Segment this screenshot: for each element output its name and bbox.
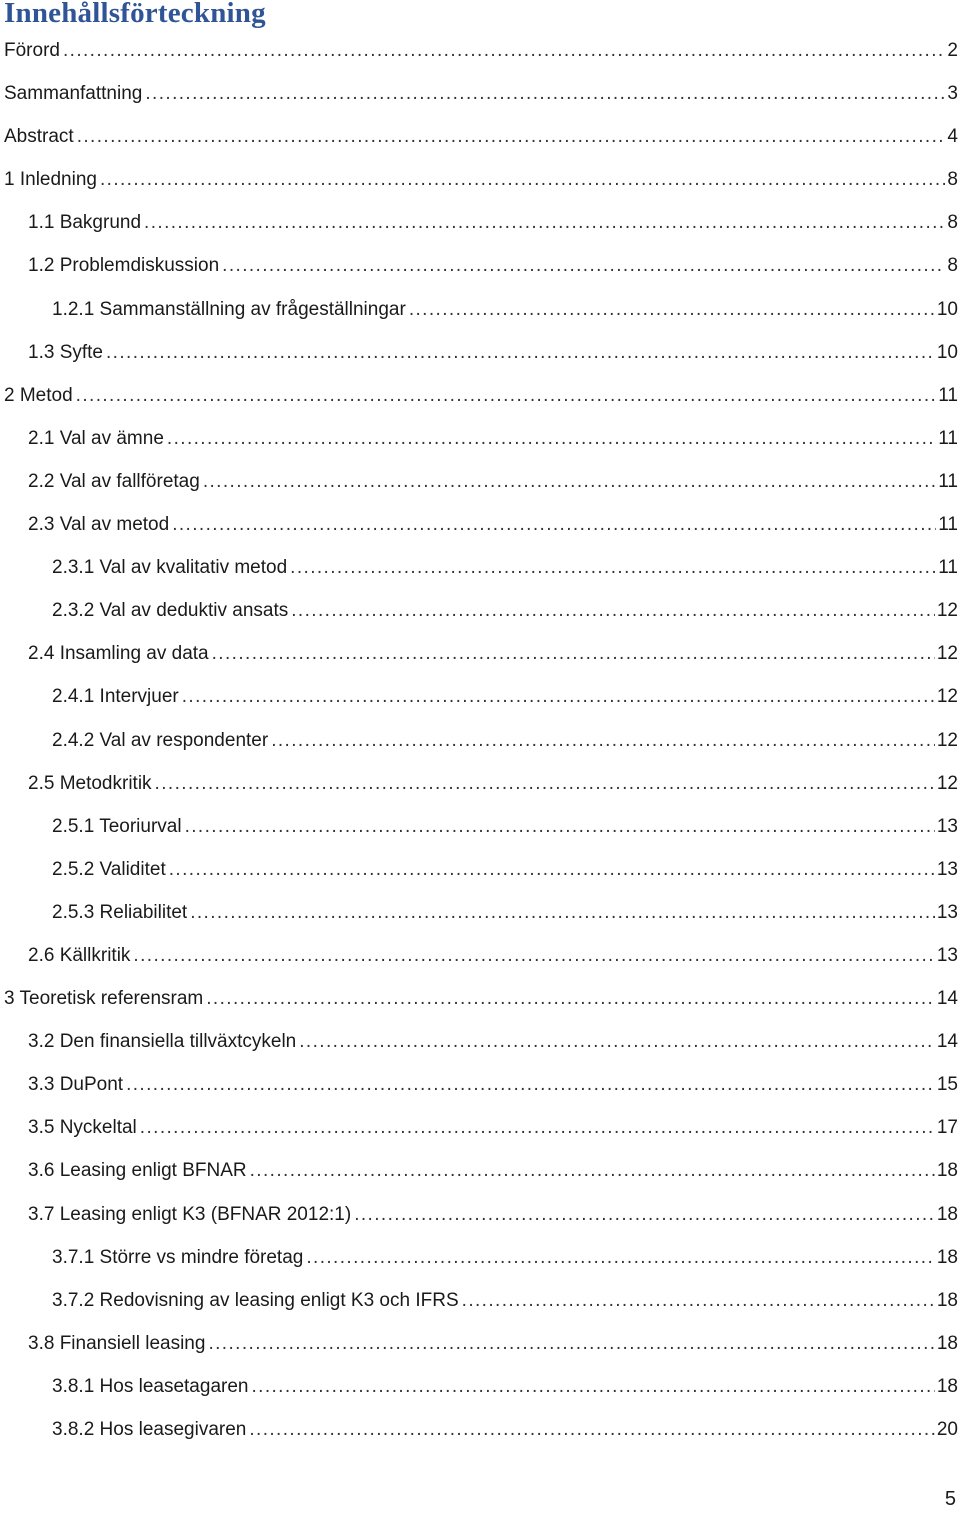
toc-entry-label: 3.8 Finansiell leasing [28, 1332, 206, 1354]
toc-entry-page: 11 [938, 557, 958, 579]
toc-entry-page: 15 [936, 1074, 958, 1096]
dot-leader [306, 1236, 935, 1279]
toc-entry[interactable] [0, 1193, 960, 1236]
toc-entry-label: 2.2 Val av fallföretag [28, 470, 200, 492]
toc-entry-page: 18 [936, 1246, 958, 1268]
toc-entry-label: 2.5.3 Reliabilitet [52, 901, 188, 923]
dot-leader [250, 1149, 935, 1192]
dot-leader [208, 1322, 934, 1365]
toc-entry[interactable] [0, 374, 960, 417]
toc-entry-page: 8 [947, 169, 958, 191]
toc-entry[interactable] [0, 1106, 960, 1149]
toc-entry-page: 12 [936, 643, 958, 665]
dot-leader [77, 115, 946, 158]
toc-entry[interactable] [0, 201, 960, 244]
toc-entry-label: Sammanfattning [4, 83, 143, 105]
toc-entry[interactable] [0, 72, 960, 115]
toc-entry-page: 18 [936, 1160, 958, 1182]
toc-entry-label: 2.3 Val av metod [28, 514, 170, 536]
toc-entry-page: 12 [936, 686, 958, 708]
toc-entry-label: 2.6 Källkritik [28, 944, 131, 966]
toc-entry-page: 8 [947, 212, 958, 234]
dot-leader [76, 374, 937, 417]
toc-entry[interactable] [0, 719, 960, 762]
toc-entry-label: 2.5.2 Validitet [52, 858, 166, 880]
toc-entry[interactable] [0, 632, 960, 675]
toc-entry-page: 13 [936, 858, 958, 880]
dot-leader [133, 934, 934, 977]
dot-leader [106, 331, 935, 374]
dot-leader [251, 1365, 934, 1408]
toc-entry[interactable] [0, 891, 960, 934]
dot-leader [63, 29, 945, 72]
toc-entry[interactable] [0, 331, 960, 374]
dot-leader [100, 158, 945, 201]
toc-entry-label: 1.2.1 Sammanställning av frågeställningar [52, 298, 406, 320]
toc-entry[interactable] [0, 675, 960, 718]
toc-entry-label: 3.3 DuPont [28, 1074, 124, 1096]
toc-entry-label: 3.8.2 Hos leasegivaren [52, 1419, 247, 1440]
toc-entry[interactable] [0, 460, 960, 503]
toc-entry-label: 3.5 Nyckeltal [28, 1117, 137, 1139]
dot-leader [212, 632, 935, 675]
dot-leader [409, 288, 935, 331]
toc-entry[interactable] [0, 1236, 960, 1279]
toc-entry-label: 1.1 Bakgrund [28, 212, 142, 234]
toc-entry[interactable] [0, 848, 960, 891]
toc-entry-page: 2 [947, 40, 958, 61]
toc-entry-label: Förord [4, 40, 60, 61]
dot-leader [140, 1106, 935, 1149]
dot-leader [222, 244, 945, 287]
dot-leader [203, 460, 936, 503]
toc-entry-label: 1 Inledning [4, 169, 97, 191]
dot-leader [190, 891, 935, 934]
toc-entry-page: 18 [936, 1332, 958, 1354]
toc-entry[interactable] [0, 417, 960, 460]
dot-leader [144, 201, 945, 244]
toc-entry-label: 3.7.2 Redovisning av leasing enligt K3 och IFRS [52, 1289, 459, 1311]
toc-entry-label: Abstract [4, 126, 74, 148]
toc-entry-label: 3.7.1 Större vs mindre företag [52, 1246, 304, 1268]
toc-entry-label: 3.6 Leasing enligt BFNAR [28, 1160, 247, 1182]
toc-entry-label: 1.2 Problemdiskussion [28, 255, 220, 277]
dot-leader [462, 1279, 935, 1322]
toc-entry-page: 18 [936, 1375, 958, 1397]
toc-entry-page: 12 [936, 772, 958, 794]
dot-leader [271, 719, 935, 762]
toc-entry-page: 3 [947, 83, 958, 105]
toc-entry[interactable] [0, 1322, 960, 1365]
dot-leader [155, 762, 935, 805]
toc-entry-page: 10 [936, 298, 958, 320]
toc-entry-label: 2.3.1 Val av kvalitativ metod [52, 557, 288, 579]
toc-entry-page: 11 [938, 514, 958, 536]
toc-entry[interactable] [0, 977, 960, 1020]
toc-entry[interactable] [0, 158, 960, 201]
dot-leader [206, 977, 935, 1020]
toc-entry[interactable] [0, 1020, 960, 1063]
toc-entry[interactable] [0, 115, 960, 158]
dot-leader [291, 589, 935, 632]
dot-leader [354, 1193, 935, 1236]
dot-leader [169, 848, 935, 891]
toc-entry-page: 10 [936, 341, 958, 363]
toc-entry[interactable] [0, 1149, 960, 1192]
toc-entry-label: 2.4 Insamling av data [28, 643, 209, 665]
toc-entry-label: 3.8.1 Hos leasetagaren [52, 1375, 249, 1397]
toc-entry-page: 11 [938, 470, 958, 492]
toc-entry-page: 4 [947, 126, 958, 148]
toc-entry-label: 2.5.1 Teoriurval [52, 815, 182, 837]
toc-entry-page: 13 [936, 901, 958, 923]
toc-entry-label: 2.4.2 Val av respondenter [52, 729, 269, 751]
page-number: 5 [944, 1488, 956, 1510]
toc-entry-label: 3 Teoretisk referensram [4, 988, 204, 1010]
toc-entry-page: 8 [947, 255, 958, 277]
toc-entry-page: 13 [936, 944, 958, 966]
toc-entry-page: 12 [936, 729, 958, 751]
dot-leader [185, 805, 935, 848]
toc-entry-label: 2 Metod [4, 384, 73, 406]
toc-entry-page: 17 [936, 1117, 958, 1139]
toc-entry-label: 3.2 Den finansiella tillväxtcykeln [28, 1031, 297, 1053]
dot-leader [290, 546, 936, 589]
dot-leader [182, 675, 935, 718]
toc-entry[interactable] [0, 546, 960, 589]
dot-leader [299, 1020, 935, 1063]
toc-entry-page: 11 [938, 427, 958, 449]
toc-entry-page: 13 [936, 815, 958, 837]
toc-entry-label: 2.1 Val av ämne [28, 427, 164, 449]
toc-entry-label: 2.4.1 Intervjuer [52, 686, 179, 708]
toc-entry[interactable] [0, 1365, 960, 1408]
toc-entry[interactable] [0, 762, 960, 805]
toc-entry-label: 2.3.2 Val av deduktiv ansats [52, 600, 289, 622]
dot-leader [249, 1408, 935, 1451]
toc-entry[interactable] [0, 503, 960, 546]
toc-entry-label: 3.7 Leasing enligt K3 (BFNAR 2012:1) [28, 1203, 352, 1225]
toc-entry[interactable] [0, 805, 960, 848]
toc-entry[interactable] [0, 288, 960, 331]
toc-entry[interactable] [0, 934, 960, 977]
toc-entry-page: 14 [936, 1031, 958, 1053]
toc-list [0, 29, 960, 1451]
toc-entry-page: 14 [936, 988, 958, 1010]
toc-entry-page: 12 [936, 600, 958, 622]
dot-leader [126, 1063, 935, 1106]
dot-leader [167, 417, 936, 460]
toc-entry-page: 18 [936, 1289, 958, 1311]
toc-heading: Innehållsförteckning [4, 0, 266, 29]
toc-entry[interactable] [0, 1063, 960, 1106]
toc-entry[interactable] [0, 1279, 960, 1322]
toc-entry[interactable] [0, 244, 960, 287]
toc-entry-page: 18 [936, 1203, 958, 1225]
toc-entry[interactable] [0, 589, 960, 632]
toc-entry-label: 2.5 Metodkritik [28, 772, 152, 794]
toc-entry-page: 11 [938, 384, 958, 406]
toc-entry-label: 1.3 Syfte [28, 341, 103, 363]
toc-entry[interactable] [0, 1408, 960, 1451]
toc-entry[interactable] [0, 29, 960, 72]
dot-leader [172, 503, 936, 546]
toc-entry-page: 20 [936, 1419, 958, 1440]
dot-leader [145, 72, 945, 115]
